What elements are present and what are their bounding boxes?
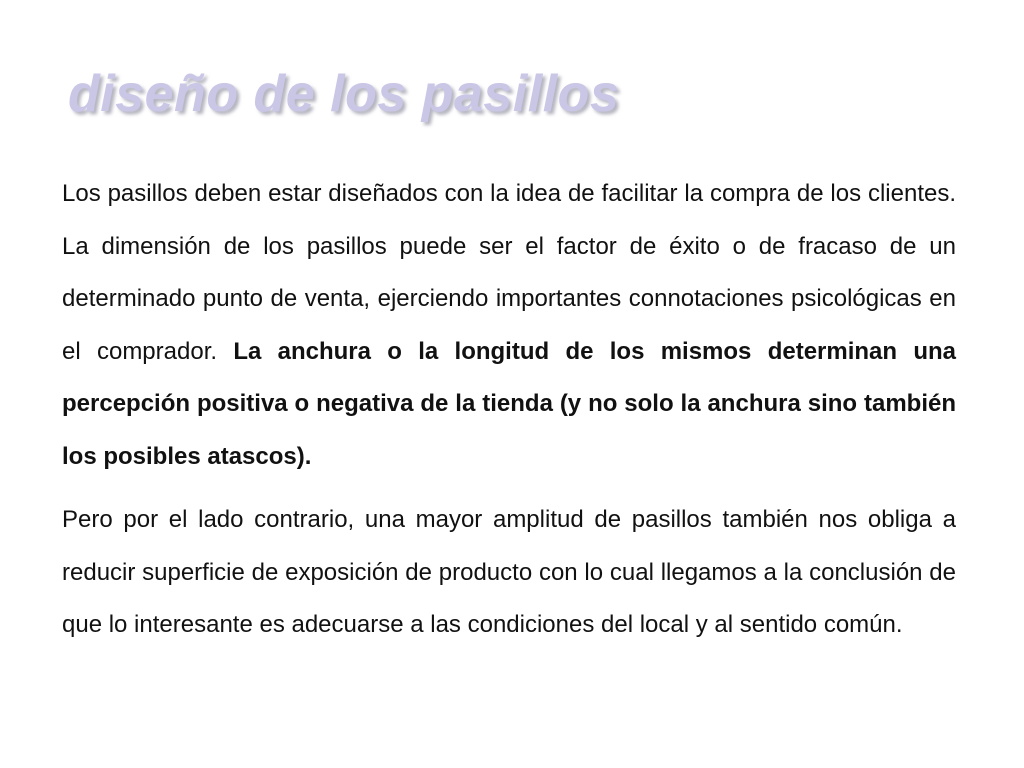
slide-body [62, 168, 956, 652]
slide-title: diseño de los pasillos [68, 65, 620, 123]
paragraph-1-bold-text: La anchura o la longitud de los mismos determinan una percepción positiva o negativa de la tienda (y no solo la anchura sino también los posibles atascos). [62, 337, 957, 470]
paragraph-2-text: Pero por el lado contrario, una mayor amplitud de pasillos también nos obliga a reducir superficie de exposición de producto con lo cual llegamos a la conclusión de que lo interesante es adecuarse a las condiciones del local y al sentido común. [62, 506, 956, 638]
paragraph-2 [62, 494, 956, 652]
paragraph-1 [62, 168, 956, 483]
paragraph-1-text: Los pasillos deben estar diseñados con la idea de facilitar la compra de los clientes. La dimensión de los pasillos puede ser el factor de éxito o de fracaso de un determinado punto de venta, ejerciendo importantes connotaciones psicológicas en el comprador. [62, 180, 956, 365]
